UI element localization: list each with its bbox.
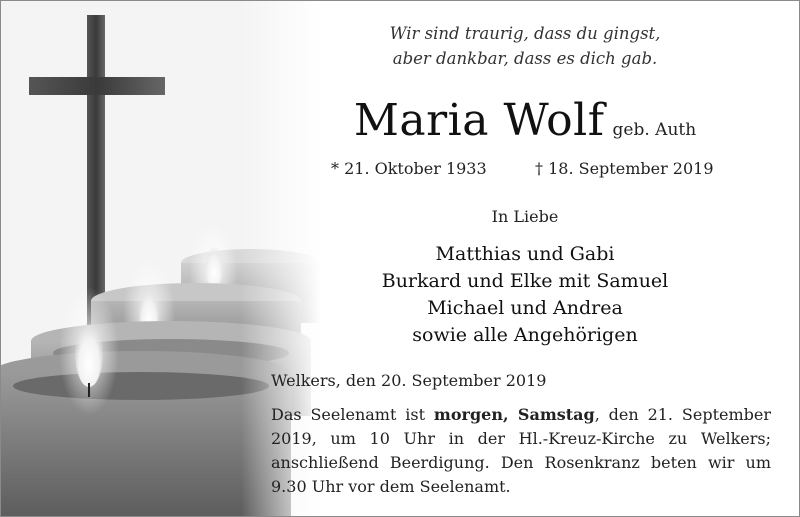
mourners-list [269, 241, 781, 349]
motto [269, 21, 781, 71]
motto-line-2: aber dankbar, dass es dich gab. [392, 49, 658, 68]
birth-date: * 21. Oktober 1933 [331, 159, 487, 178]
mourner-line: Michael und Andrea [427, 297, 623, 319]
deceased-name: Maria Wolf [353, 95, 605, 146]
notice-bold-day: morgen [433, 405, 503, 424]
deceased-name-line [269, 95, 781, 146]
in-love-label: In Liebe [491, 207, 559, 226]
service-notice [271, 403, 771, 499]
death-date: † 18. September 2019 [535, 159, 714, 178]
mourner-line: Matthias und Gabi [435, 243, 615, 265]
notice-separator: , [502, 405, 518, 424]
notice-text: Das Seelenamt ist [271, 405, 434, 424]
mourner-line: sowie alle Angehörigen [412, 324, 638, 346]
notice-text-rest: , den 21. September 2019, um 10 Uhr in der Hl.-Kreuz-Kirche zu Welkers; anschließend Beerdigung. Den Rosenkranz beten wir um 9.30 Uhr vor dem Seelenamt. [271, 405, 771, 496]
place-and-date: Welkers, den 20. September 2019 [271, 371, 547, 390]
maiden-name: geb. Auth [612, 120, 697, 140]
notice-bold-weekday: Samstag [517, 405, 595, 424]
mourner-line: Burkard und Elke mit Samuel [381, 270, 669, 292]
motto-line-1: Wir sind traurig, dass du gingst, [389, 24, 661, 43]
